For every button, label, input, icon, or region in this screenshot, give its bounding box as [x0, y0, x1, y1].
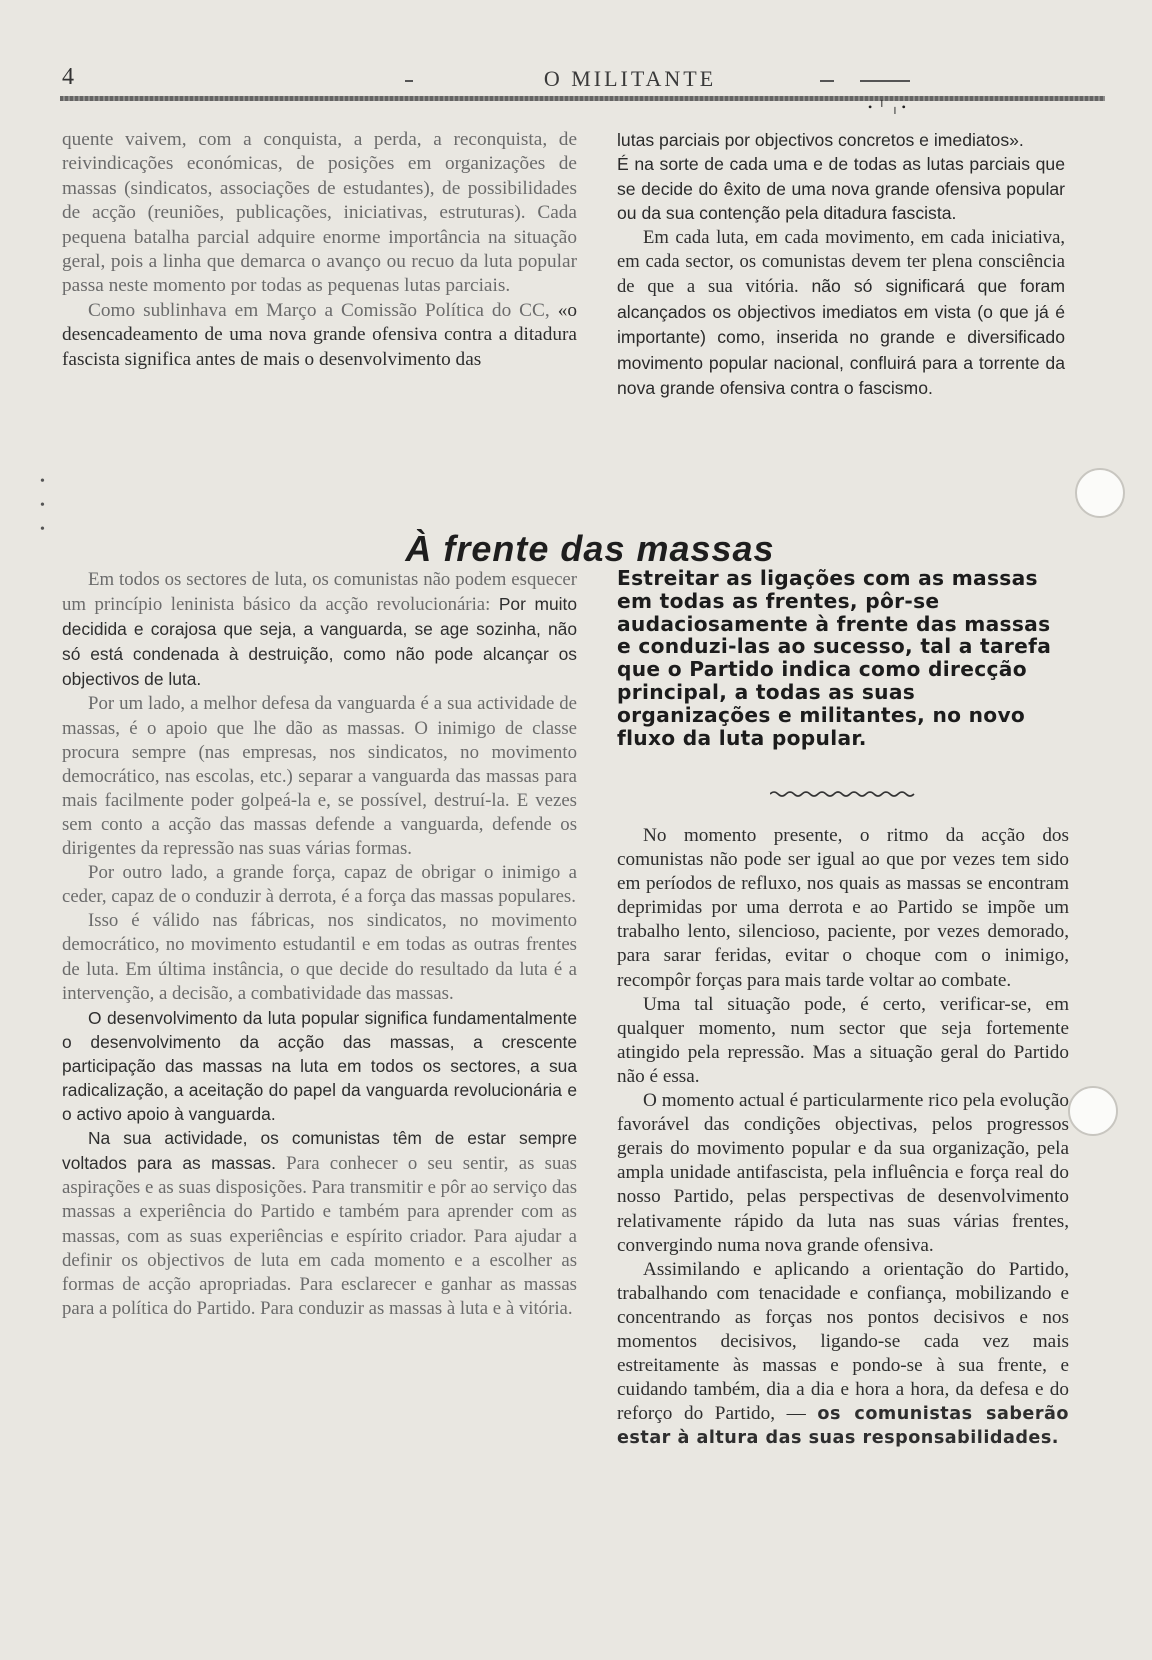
header-rule [60, 96, 1105, 101]
paragraph-rest: Para conhecer o seu sentir, as suas aspirações e as suas disposições. Para transmitir e pôr ao serviço das massas a experiência do Partido e também para aprender com as massas, com as suas experiências e espírito criador. Para ajudar a definir os objectivos de luta em cada momento e a escolher as formas de acção apropriadas. Para esclarecer e ganhar as massas para a política do Partido. Para conduzir as massas à luta e à vitória. [62, 1153, 577, 1319]
paragraph: Por outro lado, a grande força, capaz de obrigar o inimigo a ceder, capaz de o conduzir à derrota, é a força das massas populares. [62, 862, 577, 908]
margin-marks: • • • [40, 474, 45, 537]
paragraph-lead: Em cada luta, em cada movimento, em cada iniciativa, em cada sector, os comunistas devem ter plena consciência de que a sua vitória. [617, 226, 1065, 298]
paragraph: lutas parciais por objectivos concretos e imediatos». [617, 130, 1024, 150]
paragraph [62, 1126, 577, 1321]
publication-title: O MILITANTE [543, 66, 717, 91]
header-ornament: • ╵ ╷ • [868, 100, 906, 114]
section-heading: À frente das massas [405, 527, 775, 569]
paragraph [617, 1258, 1069, 1451]
paragraph: É na sorte de cada uma e de todas as lutas parciais que se decide do êxito de uma nova grande ofensiva popular ou da sua contenção pela ditadura fascista. [617, 154, 1065, 224]
punch-hole [1075, 468, 1125, 518]
paragraph [62, 299, 577, 372]
lower-left-column [62, 568, 577, 1321]
header-dash-mark [405, 80, 413, 82]
paragraph [617, 226, 1065, 402]
quoted-text: «o desencadeamento de uma nova grande ofensiva contra a ditadura fascista significa antes de mais o desenvolvimento das [62, 299, 577, 370]
decorative-divider [770, 790, 916, 798]
paragraph-lead: Em todos os sectores de luta, os comunistas não podem esquecer um princípio leninista básico da acção revolucionária: [62, 569, 577, 616]
punch-hole [1068, 1086, 1118, 1136]
paragraph: Isso é válido nas fábricas, nos sindicatos, no movimento democrático, no movimento estudantil e em todas as outras frentes de luta. Em última instância, o que decide do resultado da luta é a intervenção, a decisão, a combatividade das massas. [62, 910, 577, 1004]
paragraph: quente vaivem, com a conquista, a perda, a reconquista, de reivindicações económicas, de posições em organizações de massas (sindicatos, associações de estudantes), de possibilidades de acção (reuniões, publicações, iniciativas, estruturas). Cada pequena batalha parcial adquire enorme importância na situação geral, pois a linha que demarca o avanço ou recuo da luta popular passa neste momento por todas as pequenas lutas parciais. [62, 129, 577, 297]
paragraph: Por um lado, a melhor defesa da vanguarda é a sua actividade de massas, é o apoio que lhe dão as massas. O inimigo de classe procura sempre (nas empresas, nos sindicatos, no movimento democrático, nas escolas, etc.) separar a vanguarda das massas para mais facilmente poder golpeá-la e, se possível, destruí-la. E vezes sem conto a acção das massas defende a vanguarda, defende os dirigentes da repressão nas suas várias formas. [62, 693, 577, 860]
lower-right-column [617, 824, 1069, 1450]
paragraph-rest: Por muito decidida e corajosa que seja, a vanguarda, se age sozinha, não só está condenada à destruição, como não pode alcançar os objectivos de luta. [62, 594, 577, 690]
closing-statement: os comunistas saberão estar à altura das suas responsabilidades. [617, 1404, 1069, 1449]
paragraph: O momento actual é particularmente rico pela evolução favorável das condições objectivas, pelos progressos gerais do movimento popular e da sua organização, pela ampla unidade antifascista, pela influência e força real do nosso Partido, pelas perspectivas de desenvolvimento relativamente rápido da luta nas suas várias frentes, convergindo numa nova grande ofensiva. [617, 1090, 1069, 1256]
paragraph: Uma tal situação pode, é certo, verificar-se, em qualquer momento, num sector que seja fortemente atingido pela repressão. Mas a situação geral do Partido não é essa. [617, 993, 1069, 1087]
header-dash-mark [860, 80, 910, 82]
paragraph-lead: Na sua actividade, os comunistas têm de estar sempre voltados para as massas. [62, 1128, 577, 1174]
paragraph [62, 568, 577, 692]
paragraph: O desenvolvimento da luta popular significa fundamentalmente o desenvolvimento da acção das massas, a crescente participação das massas na luta em todos os sectores, a sua radicalização, a aceitação do papel da vanguarda revolucionária e o activo apoio à vanguarda. [62, 1007, 577, 1125]
paragraph: No momento presente, o ritmo da acção dos comunistas não pode ser igual ao que por vezes tem sido em períodos de refluxo, nos quais as massas se encontram deprimidas por uma derrota e ao Partido se impõe um trabalho lento, silencioso, paciente, por vezes demorado, para sarar feridas, evitar o choque com o inimigo, recompôr forças para mais tarde voltar ao combate. [617, 825, 1069, 991]
header-dash-mark [820, 80, 834, 82]
page-header [60, 62, 1100, 114]
paragraph-lead: Assimilando e aplicando a orientação do Partido, trabalhando com tenacidade e confiança, mobilizando e concentrando as forças nos pontos decisivos e nos momentos decisivos, ligando-se cada vez mais estreitamente às massas e pondo-se à sua frente, e cuidando também, dia a dia e hora a hora, da defesa e do reforço do Partido, — [617, 1258, 1069, 1425]
upper-left-column [62, 128, 577, 372]
page-number: 4 [62, 64, 74, 90]
paragraph-rest: não só significará que foram alcançados os objectivos imediatos em vista (o que já é importante) como, inserida no grande e diversificado movimento popular nacional, confluirá para a torrente da nova grande ofensiva contra o fascismo. [617, 276, 1065, 399]
lead-statement: Estreitar as ligações com as massas em todas as frentes, pôr-se audaciosamente à frente das massas e conduzi-las ao sucesso, tal a tarefa que o Partido indica como direcção principal, a todas as suas organizações e militantes, no novo fluxo da luta popular. [617, 566, 1052, 750]
upper-right-column [617, 128, 1065, 401]
paragraph-lead: Como sublinhava em Março a Comissão Política do CC, [88, 299, 550, 321]
